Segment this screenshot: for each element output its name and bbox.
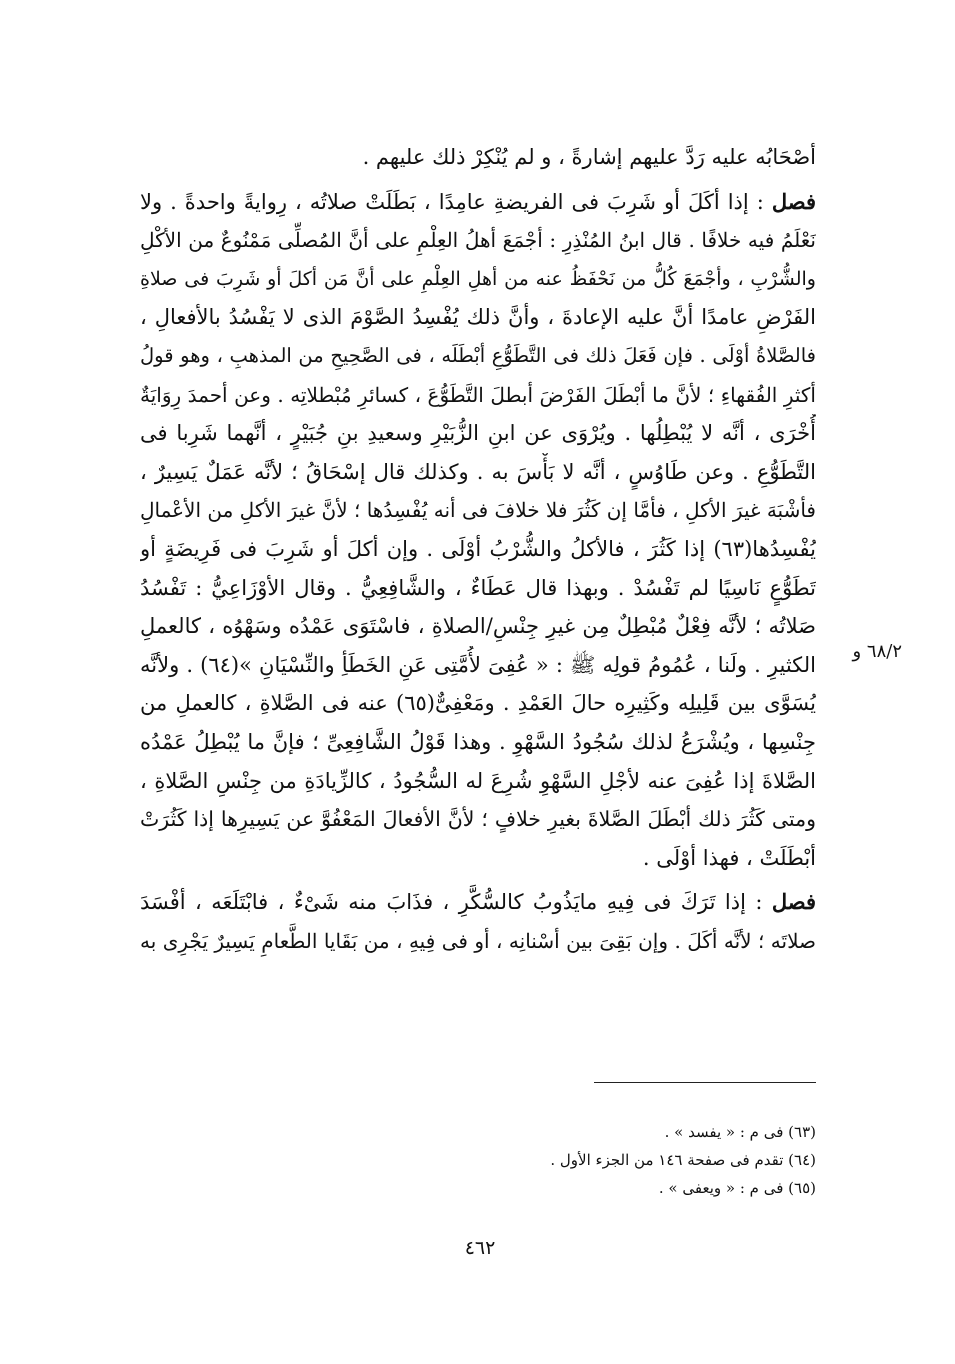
- text-line-8: أُخْرَى ، أنَّه لا يُبْطِلُها . ويُرْوَى عن ابنِ الزُّبَيْرِ وسعيدِ بنِ جُبَيْرٍ ، أنَّهما شَرِبا فى: [140, 421, 816, 446]
- text-line-11: يُفْسِدُها(٦٣) إذا كَثُرَ ، فالأكلُ والشُّرْبُ أوْلَى . وإن أكلَ أو شَرِبَ فى فَرِيضَةٍ أو: [140, 536, 816, 561]
- text-line-5: الفَرْضِ عامدًا أنَّ عليه الإعادةَ ، وأنَّ ذلك يُفْسِدُ الصَّوْمَ الذى لا يَفْسُدُ بالأفعالِ ،: [140, 305, 816, 330]
- text-line-2: [140, 183, 816, 222]
- footnote-64: (٦٤) تقدم فى صفحة ١٤٦ من الجزء الأول .: [550, 1151, 816, 1169]
- text-line-17: الصَّلاةَ إذا عُفِىَ عنه لأجْلِ السَّهْوِ شُرِعَ له السُّجُودُ ، كالزِّيادَةِ من جِنْسِ الصَّلاةِ ،: [140, 768, 816, 793]
- text-line-20-body: إذا تَرَكَ فى فِيهِ مايَذُوبُ كالسُّكَّرِ ، فذَابَ منه شَىْءٌ ، فابْتَلَعَه ، أفْسَدَ: [140, 890, 746, 915]
- footnote-63: (٦٣) فى م : « يفسد » .: [664, 1123, 816, 1141]
- text-line-13: صَلاتُه ؛ لأنَّه فِعْلٌ مُبْطِلٌ مِن غيرِ جِنْسِ/الصلاةِ ، فاسْتَوَى عَمْدُه وسَهْوُه ، كالعملِ: [140, 614, 816, 639]
- text-line-2-body: إذا أكَلَ أو شَرِبَ فى الفريضةِ عامِدًا ، بَطَلَتْ صلاتُه ، رِوايةً واحدةً . ولا: [140, 189, 749, 214]
- text-line-1: أصْحَابُه عليه رَدَّ عليهم إشارةً ، و لم يُنْكِرْ ذلك عليهم .: [362, 145, 816, 169]
- text-line-14: الكثيرِ . ولَنا ، عُمُومُ قولِه ﷺ : « عُفِىَ لأُمَّتِى عَنِ الخَطَأِ والنِّسْيَانِ »(٦٤) . ولأنَّه: [140, 652, 816, 677]
- page-number: ٤٦٢: [464, 1237, 496, 1259]
- text-line-10: فأشْبَهَ غيرَ الأكلِ ، فأمَّا إن كَثُرَ فلا خلافَ فى أنه يُفْسِدُها ؛ لأنَّ غيرَ الأكلِ من الأعْمالِ: [140, 498, 816, 523]
- keyword-separator: :: [748, 189, 772, 214]
- text-line-4: والشُّرْبِ ، وأجْمَعَ كُلُّ من نَحْفَظُ عنه من أهلِ العِلْمِ على أنَّ مَن أكلَ أو شَرِبَ فى صلاةِ: [140, 267, 816, 290]
- text-line-9: التَّطَوُّعِ . وعن طَاوُسٍ ، أنَّه لا بَأْسَ به . وكذلك قال إسْحَاقُ ؛ لأنَّه عَمَلٌ يَسِيرٌ ،: [140, 459, 816, 484]
- margin-manuscript-ref: ٦٨/٢ و: [852, 641, 902, 662]
- text-line-20: [140, 883, 816, 922]
- text-line-12: تَطَوُّعٍ نَاسِيًا لم تَفْسُدْ . وبهذا قال عَطَاءٌ ، والشَّافِعِيُّ . وقال الأوْزَاعِيُّ : تَفْسُدُ: [140, 575, 816, 600]
- text-line-3: نَعْلَمُ فيه خلافًا . قال ابنُ المُنْذِرِ : أجْمَعَ أهلُ العِلْمِ على أنَّ المُصلِّى مَمْنُوعٌ من الأكْلِ: [140, 228, 816, 253]
- footnote-65: (٦٥) فى م : « ويعفى » .: [658, 1179, 816, 1197]
- text-line-6: فالصَّلاةُ أوْلَى . فإن فَعَلَ ذلك فى التَّطَوُّعِ أبْطَلَه ، فى الصَّحِيحِ من المذهبِ ، وهو قولُ: [140, 343, 816, 367]
- footnote-separator-rule: [594, 1082, 816, 1083]
- main-text: [140, 138, 816, 960]
- text-line-18: ومتى كَثُرَ ذلك أبْطَلَ الصَّلاةَ بغيرِ خلافٍ ؛ لأنَّ الأفعالَ المَعْفُوَّ عن يَسِيرِها إذا كَثُرَتْ: [140, 807, 816, 832]
- keyword-separator-2: :: [745, 890, 772, 915]
- section-keyword: فصل: [771, 188, 816, 214]
- section-keyword-2: فصل: [771, 889, 816, 915]
- text-line-21: صلاتَه ؛ لأنَّه أكَلَ . وإن بَقِىَ بين أسْنانِه ، أو فى فِيهِ ، من بَقَايا الطَّعامِ يَسِيرٌ يَجْرِى به: [140, 928, 816, 953]
- text-line-16: جِنْسِها ، ويُشْرَعُ لذلك سُجُودُ السَّهْوِ . وهذا قَوْلُ الشَّافِعِىِّ ؛ فإنَّ ما يُبْطِلُ عَمْدُه: [140, 729, 816, 754]
- footnotes: [420, 1118, 816, 1202]
- text-line-19: أبْطَلَتْ ، فهذا أوْلَى .: [642, 845, 816, 870]
- text-line-15: يُسَوَّى بين قَلِيلِه وكَثِيرِه حالَ العَمْدِ . ومَعْفِىٌّ(٦٥) عنه فى الصَّلاةِ ، كالعملِ من: [140, 691, 816, 716]
- text-line-7: أكثرِ الفُقهاءِ ؛ لأنَّ ما أبْطَلَ الفَرْضَ أبطلَ التَّطَوُّعَ ، كسائرِ مُبْطلاتِه . وعن أحمدَ رِوَايَةٌ: [140, 382, 816, 407]
